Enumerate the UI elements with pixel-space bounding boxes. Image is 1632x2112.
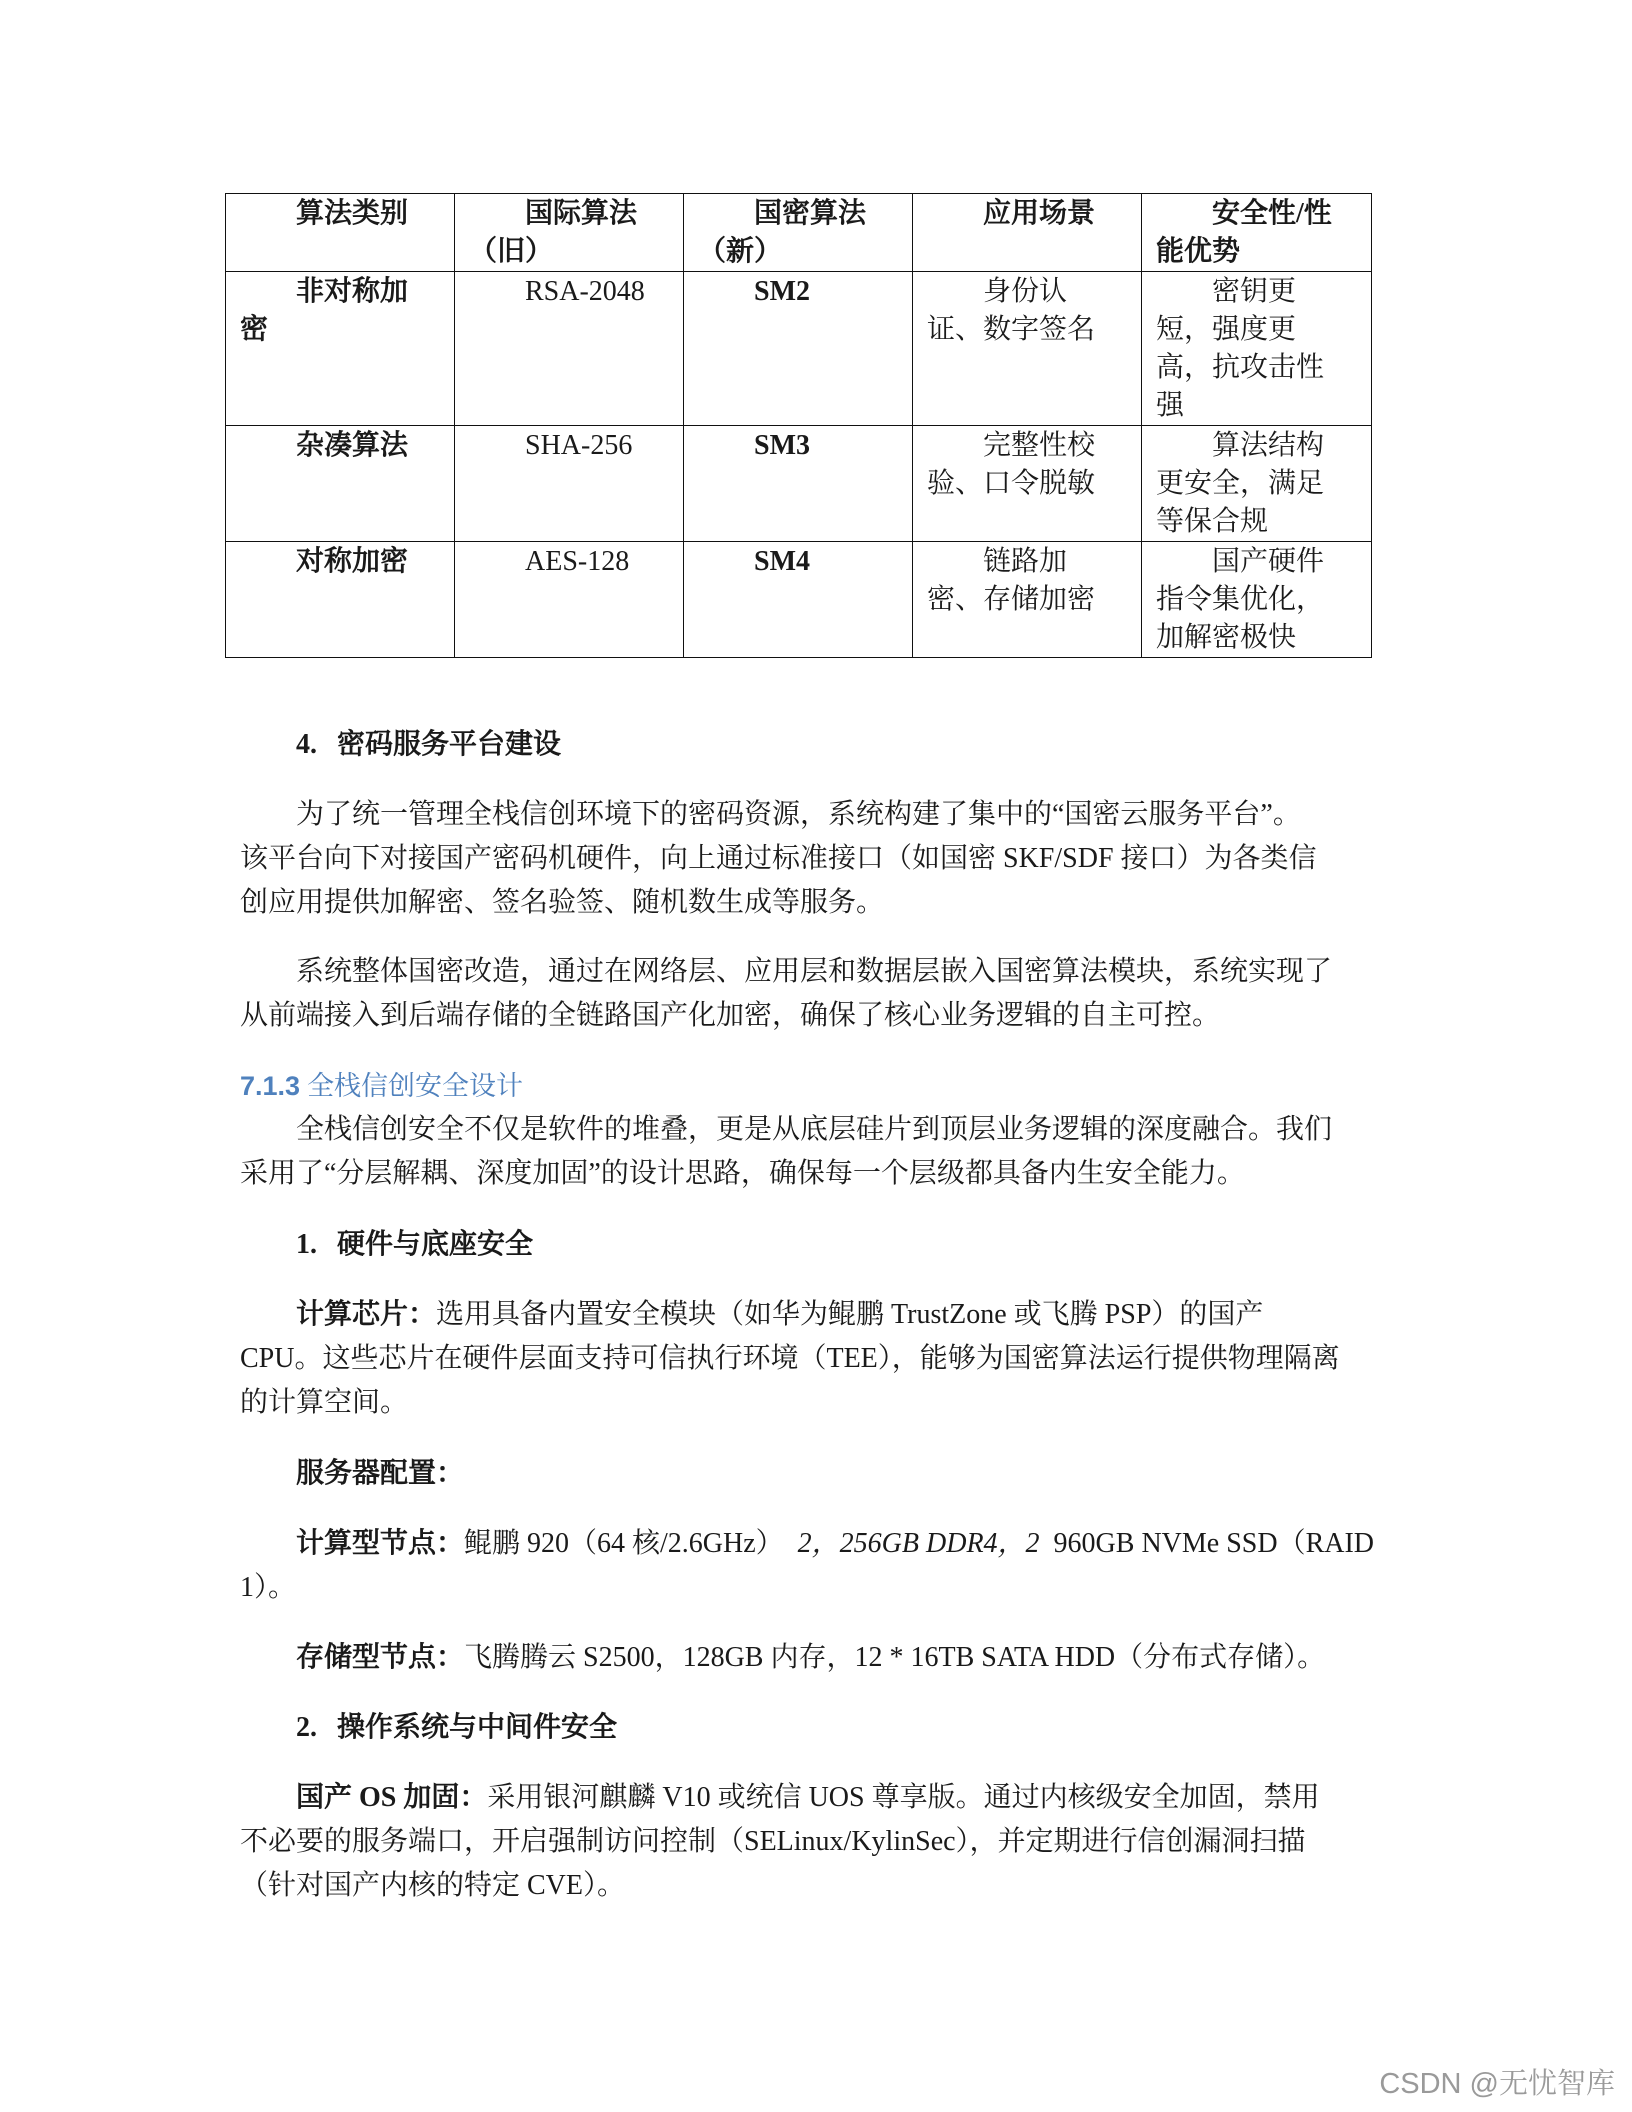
heading-title: 全栈信创安全设计 xyxy=(307,1071,524,1101)
section-number: 1. xyxy=(296,1229,317,1260)
cell-line: 证、数字签名 xyxy=(927,314,1096,345)
cell-line: SM3 xyxy=(754,430,810,461)
csdn-watermark: CSDN @无忧智库 xyxy=(1379,2068,1615,2100)
cell-line: 强 xyxy=(1156,390,1185,421)
section-number: 2. xyxy=(296,1712,317,1743)
paragraph-line: 不必要的服务端口，开启强制访问控制（SELinux/KylinSec），并定期进行信创漏洞扫描 xyxy=(240,1826,1306,1857)
spec-text: 鲲鹏 920（64 核/2.6GHz） xyxy=(464,1528,784,1559)
cell-category xyxy=(226,426,455,542)
cell-scenario xyxy=(913,542,1142,658)
section-heading-hardware xyxy=(240,1223,1380,1267)
section-title: 操作系统与中间件安全 xyxy=(337,1712,618,1743)
cell-line: 指令集优化， xyxy=(1156,584,1325,615)
cell-national xyxy=(684,426,913,542)
paragraph-label: 计算型节点： xyxy=(296,1528,465,1559)
heading-7-1-3 xyxy=(240,1064,523,1108)
cell-line: 身份认 xyxy=(983,276,1068,307)
table-header-row xyxy=(226,194,1372,272)
section-heading-crypto-platform xyxy=(240,723,1380,767)
table-row xyxy=(226,542,1372,658)
header-algorithm-type xyxy=(226,194,455,272)
label-text: 服务器配置： xyxy=(296,1458,465,1489)
paragraph-line: 全栈信创安全不仅是软件的堆叠，更是从底层硅片到顶层业务逻辑的深度融合。我们 xyxy=(296,1114,1333,1145)
spec-text: 飞腾腾云 S2500，128GB 内存，12 * 16TB SATA HDD（分布式存储）。 xyxy=(464,1642,1326,1673)
cell-line: 密钥更 xyxy=(1212,276,1297,307)
cell-national xyxy=(684,272,913,426)
cell-line: 非对称加 xyxy=(296,276,409,307)
cell-line: 算法类别 xyxy=(296,198,409,229)
cell-line: （旧） xyxy=(469,236,554,267)
cell-line: 更安全，满足 xyxy=(1156,468,1325,499)
cell-line: AES-128 xyxy=(525,546,630,577)
cell-line: 验、口令脱敏 xyxy=(927,468,1096,499)
header-national-algorithm xyxy=(684,194,913,272)
cell-line: 国密算法 xyxy=(754,198,867,229)
cell-line: SM4 xyxy=(754,546,810,577)
cell-line: 国产硬件 xyxy=(1212,546,1325,577)
cell-line: 完整性校 xyxy=(983,430,1096,461)
paragraph-line: 为了统一管理全栈信创环境下的密码资源，系统构建了集中的“国密云服务平台”。 xyxy=(296,799,1301,830)
section-heading-os-middleware xyxy=(240,1706,1380,1750)
cell-advantage xyxy=(1142,272,1372,426)
paragraph-os-hardening xyxy=(240,1776,1380,1908)
paragraph-line: 该平台向下对接国产密码机硬件，向上通过标准接口（如国密 SKF/SDF 接口）为各类信 xyxy=(240,843,1317,874)
header-international-algorithm xyxy=(455,194,684,272)
paragraph-line: 采用了“分层解耦、深度加固”的设计思路，确保每一个层级都具备内生安全能力。 xyxy=(240,1158,1245,1189)
paragraph-fullstack xyxy=(240,1108,1380,1196)
paragraph-platform xyxy=(240,793,1380,925)
cell-line: 杂凑算法 xyxy=(296,430,409,461)
cell-line: 应用场景 xyxy=(983,198,1096,229)
cell-line: 密、存储加密 xyxy=(927,584,1096,615)
paragraph-line: 选用具备内置安全模块（如华为鲲鹏 TrustZone 或飞腾 PSP）的国产 xyxy=(436,1299,1264,1330)
spec-text-italic: 2，256GB DDR4，2 xyxy=(797,1528,1040,1559)
algorithm-comparison-table xyxy=(225,193,1372,658)
cell-category xyxy=(226,542,455,658)
cell-scenario xyxy=(913,426,1142,542)
section-number: 4. xyxy=(296,729,317,760)
cell-international xyxy=(455,426,684,542)
paragraph-line: （针对国产内核的特定 CVE）。 xyxy=(240,1870,626,1901)
paragraph-line: 创应用提供加解密、签名验签、随机数生成等服务。 xyxy=(240,887,885,918)
cell-line: 等保合规 xyxy=(1156,506,1269,537)
table-row xyxy=(226,426,1372,542)
header-application-scenario xyxy=(913,194,1142,272)
cell-line: （新） xyxy=(698,236,783,267)
paragraph-line: 采用银河麒麟 V10 或统信 UOS 尊享版。通过内核级安全加固，禁用 xyxy=(487,1782,1320,1813)
cell-line: RSA-2048 xyxy=(525,276,645,307)
cell-line: 算法结构 xyxy=(1212,430,1325,461)
cell-line: SHA-256 xyxy=(525,430,633,461)
cell-line: 高，抗攻击性 xyxy=(1156,352,1325,383)
paragraph-line: CPU。这些芯片在硬件层面支持可信执行环境（TEE），能够为国密算法运行提供物理隔离 xyxy=(240,1343,1340,1374)
heading-number: 7.1.3 xyxy=(240,1071,301,1101)
cell-line: 能优势 xyxy=(1156,236,1241,267)
spec-text: 960GB NVMe SSD（RAID xyxy=(1053,1528,1375,1559)
cell-line: 密 xyxy=(240,314,269,345)
paragraph-label: 国产 OS 加固： xyxy=(296,1782,488,1813)
paragraph-line: 1）。 xyxy=(240,1572,297,1603)
storage-node-spec xyxy=(240,1636,1380,1680)
paragraph-line: 的计算空间。 xyxy=(240,1387,409,1418)
cell-advantage xyxy=(1142,426,1372,542)
cell-national xyxy=(684,542,913,658)
cell-advantage xyxy=(1142,542,1372,658)
paragraph-line: 从前端接入到后端存储的全链路国产化加密，确保了核心业务逻辑的自主可控。 xyxy=(240,1000,1221,1031)
paragraph-chip xyxy=(240,1293,1380,1425)
table-row xyxy=(226,272,1372,426)
paragraph-label: 存储型节点： xyxy=(296,1642,465,1673)
cell-category xyxy=(226,272,455,426)
cell-line: SM2 xyxy=(754,276,810,307)
section-title: 密码服务平台建设 xyxy=(337,729,562,760)
cell-international xyxy=(455,272,684,426)
header-security-performance xyxy=(1142,194,1372,272)
cell-line: 加解密极快 xyxy=(1156,622,1297,653)
cell-line: 链路加 xyxy=(983,546,1068,577)
cell-line: 短，强度更 xyxy=(1156,314,1297,345)
server-config-label xyxy=(240,1452,1380,1496)
cell-scenario xyxy=(913,272,1142,426)
cell-international xyxy=(455,542,684,658)
paragraph-overall xyxy=(240,950,1380,1038)
cell-line: 安全性/性 xyxy=(1212,198,1332,229)
cell-line: 国际算法 xyxy=(525,198,638,229)
compute-node-spec xyxy=(240,1522,1380,1610)
section-title: 硬件与底座安全 xyxy=(337,1229,534,1260)
paragraph-line: 系统整体国密改造，通过在网络层、应用层和数据层嵌入国密算法模块，系统实现了 xyxy=(296,956,1333,987)
cell-line: 对称加密 xyxy=(296,546,409,577)
paragraph-label: 计算芯片： xyxy=(296,1299,437,1330)
